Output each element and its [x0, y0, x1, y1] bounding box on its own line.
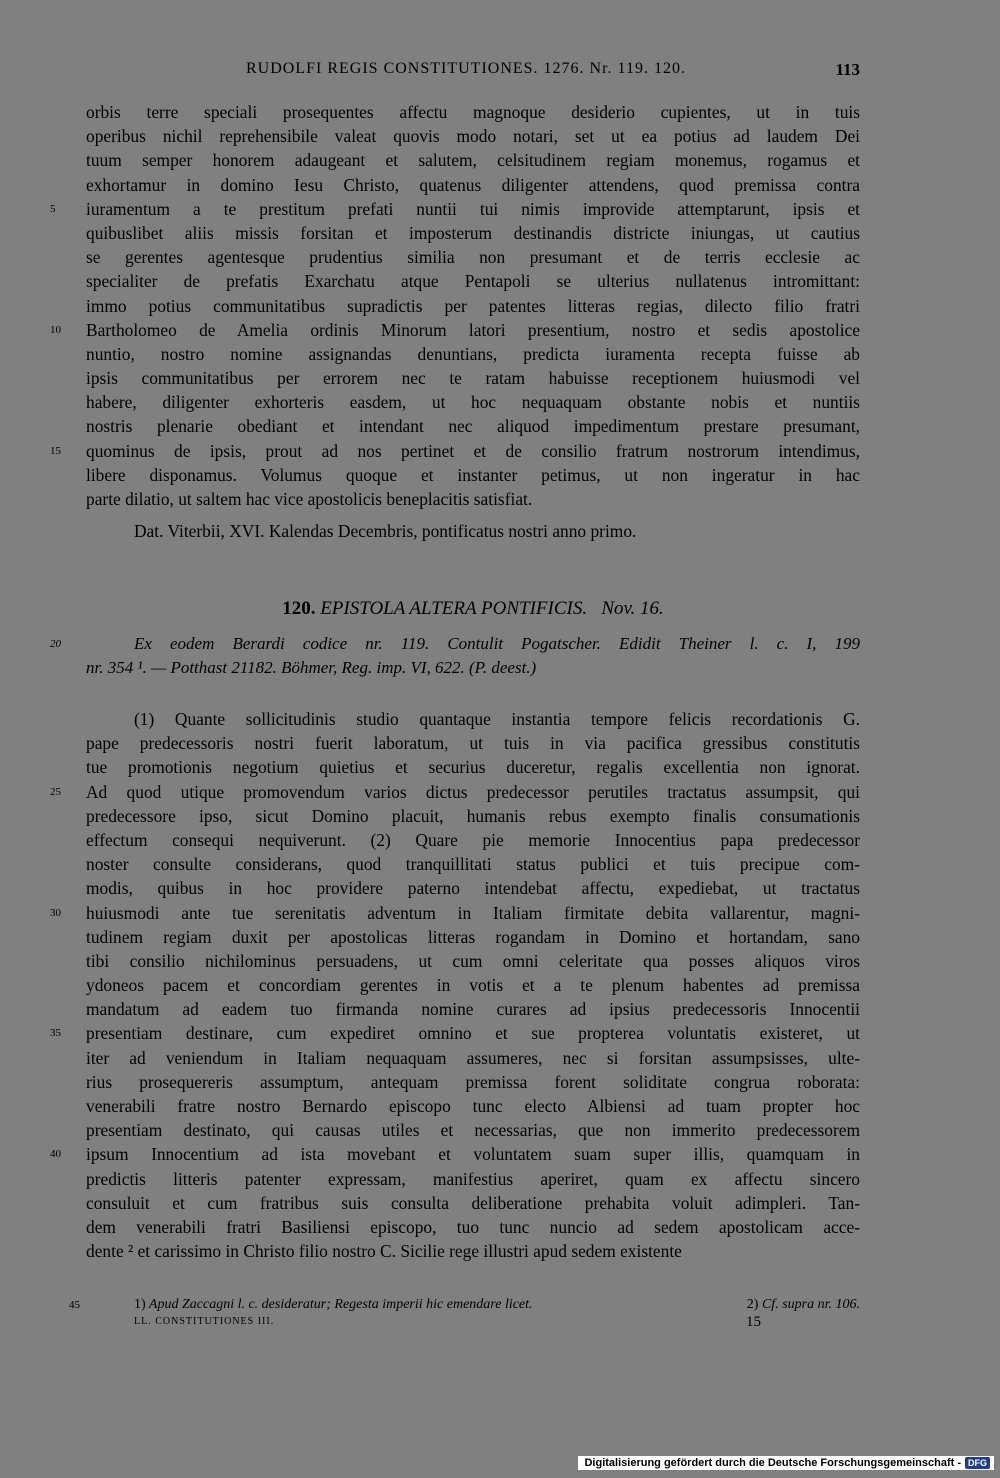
text-line — [50, 780, 860, 804]
line-number: 35 — [50, 1027, 61, 1040]
line-text: Ad quod utique promovendum varios dictus predecessor perutiles tractatus assumpsit, qui — [86, 781, 860, 802]
text-line — [86, 656, 860, 680]
text-line — [86, 731, 860, 755]
page-number: 113 — [835, 60, 860, 79]
text-line — [50, 901, 860, 925]
text-line — [86, 1070, 860, 1094]
line-text: specialiter de prefatis Exarchatu atque Pentapoli se ulterius nullatenus intromittant: — [86, 271, 860, 292]
document-number: 120. — [282, 598, 316, 619]
text-line — [86, 755, 860, 779]
line-text: parte dilatio, ut saltem hac vice apostolicis beneplacitis satisfiat. — [86, 489, 533, 509]
text-line — [86, 1167, 860, 1191]
line-text: tudinem regiam duxit per apostolicas litteras rogandam in Domino et hortandam, sano — [86, 926, 860, 947]
line-number: 25 — [50, 785, 61, 798]
text-line — [86, 366, 860, 390]
footnote-1-number: 1) — [134, 1297, 146, 1312]
text-line — [86, 269, 860, 293]
line-text: venerabili fratre nostro Bernardo episcopo tunc electo Albiensi ad tuam propter hoc — [86, 1096, 860, 1116]
text-line — [86, 1215, 860, 1239]
footnote-2 — [747, 1294, 860, 1316]
text-line — [86, 1046, 860, 1070]
dfg-banner — [578, 1456, 994, 1470]
text-line — [86, 925, 860, 949]
text-line — [86, 414, 860, 438]
text-line — [86, 100, 860, 124]
text-line — [86, 294, 860, 318]
line-text: modis, quibus in hoc providere paterno intendebat affectu, expediebat, ut tractatus — [86, 878, 860, 899]
text-line — [50, 197, 860, 221]
page-header — [86, 60, 860, 84]
line-text: predictis litteris patenter expressam, manifestius aperiret, quam ex affectu sincero — [86, 1168, 860, 1189]
text-line — [50, 439, 860, 463]
source-note — [50, 632, 860, 680]
line-text: habere, diligenter exhorteris easdem, ut hoc nequaquam obstante nobis et nuntiis — [86, 392, 860, 413]
footnotes — [69, 1294, 860, 1330]
volume-signature: LL. CONSTITUTIONES III. — [134, 1316, 275, 1327]
line-number: 30 — [50, 906, 61, 919]
text-line — [86, 828, 860, 852]
document-title: EPISTOLA ALTERA PONTIFICIS. — [320, 598, 588, 619]
line-text: iter ad veniendum in Italiam nequaquam assumeres, nec si forsitan assumpsisses, ulte- — [86, 1047, 860, 1068]
line-text: huiusmodi ante tue serenitatis adventum in Italiam firmitate debita vallarentur, magni- — [86, 902, 860, 923]
line-text: presentiam destinato, qui causas utiles et necessarias, que non immerito predecessorem — [86, 1120, 860, 1141]
line-text: se gerentes agentesque prudentius similia non presumant et de terris ecclesie ac — [86, 247, 860, 268]
line-text: operibus nichil reprehensibile valeat quovis modo notari, set ut ea potius ad laudem Dei — [86, 126, 860, 147]
line-text: Bartholomeo de Amelia ordinis Minorum latori presentium, nostro et sedis apostolice — [86, 319, 860, 340]
document-heading — [86, 598, 860, 620]
line-text: tue promotionis negotium quietius et securius duceretur, regalis excellentia non ignorat. — [86, 757, 860, 778]
line-number: 20 — [50, 638, 61, 650]
line-text: exhortamur in domino Iesu Christo, quatenus diligenter attendens, quod premissa contra — [86, 174, 860, 195]
line-number: 10 — [50, 323, 61, 336]
text-line — [86, 1094, 860, 1118]
text-line — [86, 245, 860, 269]
text-line — [86, 487, 860, 511]
line-text: predecessore ipso, sicut Domino placuit, humanis rebus exempto finalis consumationis — [86, 805, 860, 826]
footnote-row — [69, 1294, 860, 1316]
line-text: orbis terre speciali prosequentes affectu magnoque desiderio cupientes, ut in tuis — [86, 102, 860, 122]
line-text: dente ² et carissimo in Christo filio nostro C. Sicilie rege illustri apud sedem existente — [86, 1241, 682, 1262]
line-number: 45 — [69, 1299, 80, 1311]
line-text: effectum consequi nequiverunt. (2) Quare pie memorie Innocentius papa predecessor — [86, 829, 860, 850]
line-text: mandatum ad eadem tuo firmanda nomine curares ad ipsius predecessoris Innocentii — [86, 999, 860, 1020]
footnote-2-text: Cf. supra nr. 106. — [761, 1297, 860, 1312]
text-line — [86, 1239, 860, 1263]
text-line — [86, 707, 860, 731]
dfg-banner-text: Digitalisierung gefördert durch die Deutsche Forschungsgemeinschaft - — [584, 1457, 961, 1469]
line-text: quominus de ipsis, prout ad nos pertinet et de consilio fratrum nostrorum intendimus, — [86, 440, 860, 461]
text-line — [86, 342, 860, 366]
footnote-2-number: 2) — [746, 1297, 759, 1312]
text-line — [86, 221, 860, 245]
running-head: RUDOLFI REGIS CONSTITUTIONES. 1276. Nr. 119. 120. — [246, 60, 686, 77]
text-line — [86, 949, 860, 973]
line-text: pape predecessoris nostri fuerit laboratum, ut tuis in via pacifica gressibus constitutis — [86, 733, 860, 754]
text-line — [86, 876, 860, 900]
text-line — [86, 1191, 860, 1215]
text-line — [86, 1118, 860, 1142]
footnote-1-text: Apud Zaccagni l. c. desideratur; Regesta imperii hic emendare licet. — [148, 1297, 533, 1312]
line-text: nuntio, nostro nomine assignandas denuntians, predicta iuramenta recepta fuisse ab — [86, 343, 860, 364]
line-number: 40 — [50, 1148, 61, 1161]
text-block-120 — [50, 707, 860, 1263]
line-text: presentiam destinare, cum expediret omnino et sue propterea voluntatis existeret, ut — [86, 1023, 860, 1044]
line-text: nr. 354 ¹. — Potthast 21182. Böhmer, Reg. imp. VI, 622. (P. deest.) — [86, 658, 537, 678]
line-text: tuum semper honorem adaugeant et salutem, celsitudinem regiam monemus, rogamus et — [86, 150, 860, 171]
dating-clause: Dat. Viterbii, XVI. Kalendas Decembris, pontificatus nostri anno primo. — [134, 521, 637, 541]
dfg-logo: DFG — [965, 1457, 990, 1469]
line-text: ipsum Innocentium ad ista movebant et voluntatem suam super illis, quamquam in — [86, 1144, 860, 1165]
text-line — [50, 1142, 860, 1166]
text-line — [86, 973, 860, 997]
line-text: noster consulte considerans, quod tranquillitati status publici et tuis precipue com- — [86, 854, 860, 875]
line-number: 5 — [50, 202, 56, 215]
footnote-1 — [134, 1294, 533, 1316]
text-line — [86, 804, 860, 828]
text-line — [86, 997, 860, 1021]
line-text: consuluit et cum fratribus suis consulta deliberatione prehabita voluit adimpleri. Tan- — [86, 1192, 860, 1213]
text-line — [86, 148, 860, 172]
line-text: iuramentum a te prestitum prefati nuntii tui nimis improvide attemptarunt, ipsis et — [86, 198, 860, 219]
text-line — [50, 318, 860, 342]
text-line — [86, 173, 860, 197]
line-text: immo potius communitatibus supradictis per patentes litteras regias, dilecto filio fratri — [86, 295, 860, 316]
document-date: Nov. 16. — [601, 598, 664, 619]
line-text: ipsis communitatibus per errorem nec te ratam habuisse receptionem huiusmodi vel — [86, 368, 860, 389]
sheet-number: 15 — [746, 1314, 761, 1330]
text-line — [86, 852, 860, 876]
line-text: nostris plenarie obediant et intendant nec aliquod impedimentum prestare presumant, — [86, 416, 860, 437]
text-line — [50, 1021, 860, 1045]
line-text: rius prosequereris assumptum, antequam premissa forent soliditate congrua roborata: — [86, 1071, 860, 1092]
dating-clause-block — [86, 519, 860, 543]
line-text: dem venerabili fratri Basiliensi episcopo, tuo tunc nuncio ad sedem apostolicam acce- — [86, 1216, 860, 1237]
line-text: Ex eodem Berardi codice nr. 119. Contulit Pogatscher. Edidit Theiner l. c. I, 199 — [134, 634, 860, 653]
text-line — [86, 124, 860, 148]
line-number: 15 — [50, 444, 61, 457]
text-line — [86, 390, 860, 414]
line-text: libere disponamus. Volumus quoque et instanter petimus, ut non ingeratur in hac — [86, 464, 860, 485]
line-text: quibuslibet aliis missis forsitan et imposterum destinandis districte iniungas, ut cautius — [86, 222, 860, 243]
line-text: ydoneos pacem et concordiam gerentes in votis et a te plenum habentes ad premissa — [86, 975, 860, 996]
text-line — [50, 632, 860, 656]
text-line — [86, 463, 860, 487]
line-text: (1) Quante sollicitudinis studio quantaque instantia tempore felicis recordationis G. — [134, 709, 860, 729]
line-text: tibi consilio nichilominus persuadens, ut cum omni celeritate qua posses aliquos viros — [86, 950, 860, 971]
text-block-119-end — [50, 100, 860, 511]
